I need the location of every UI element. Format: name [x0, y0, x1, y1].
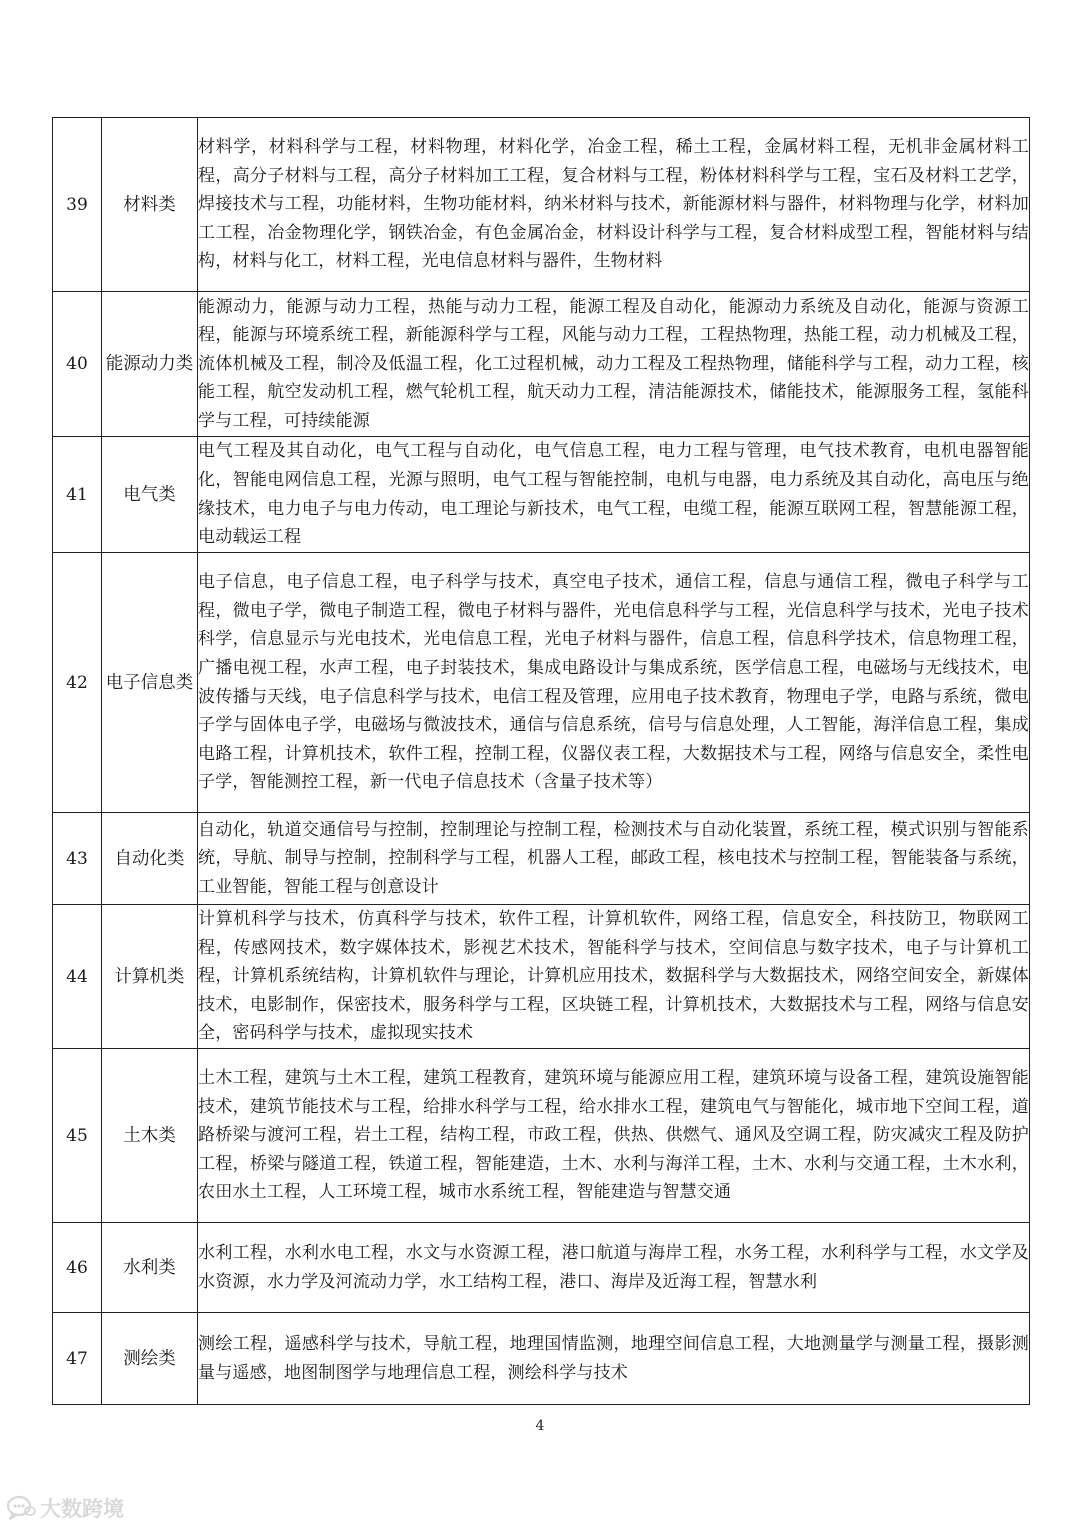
row-number: 44: [53, 905, 102, 1049]
row-number: 45: [53, 1049, 102, 1223]
row-number: 47: [53, 1313, 102, 1405]
majors-table: [52, 117, 1030, 1405]
table-row: [53, 1049, 1030, 1223]
category-name: 测绘类: [102, 1313, 198, 1405]
major-list: 能源动力，能源与动力工程，热能与动力工程，能源工程及自动化，能源动力系统及自动化，能源与资源工程，能源与环境系统工程，新能源科学与工程，风能与动力工程，工程热物理，热能工程，动力机械及工程，流体机械及工程，制冷及低温工程，化工过程机械，动力工程及工程热物理，储能科学与工程，动力工程，核能工程，航空发动机工程，燃气轮机工程，航天动力工程，清洁能源技术，储能技术，能源服务工程，氢能科学与工程，可持续能源: [198, 292, 1030, 437]
category-name: 电子信息类: [102, 553, 198, 813]
major-list: 材料学，材料科学与工程，材料物理，材料化学，冶金工程，稀土工程，金属材料工程，无机非金属材料工程，高分子材料与工程，高分子材料加工工程，复合材料与工程，粉体材料科学与工程，宝石及材料工艺学，焊接技术与工程，功能材料，生物功能材料，纳米材料与技术，新能源材料与器件，材料物理与化学，材料加工工程，冶金物理化学，钢铁冶金，有色金属冶金，材料设计科学与工程，复合材料成型工程，智能材料与结构，材料与化工，材料工程，光电信息材料与器件，生物材料: [198, 118, 1030, 292]
table-row: [53, 905, 1030, 1049]
major-list: 土木工程，建筑与土木工程，建筑工程教育，建筑环境与能源应用工程，建筑环境与设备工程，建筑设施智能技术，建筑节能技术与工程，给排水科学与工程，给水排水工程，建筑电气与智能化，城市地下空间工程，道路桥梁与渡河工程，岩土工程，结构工程，市政工程，供热、供燃气、通风及空调工程，防灾减灾工程及防护工程，桥梁与隧道工程，铁道工程，智能建造，土木、水利与海洋工程，土木、水利与交通工程，土木水利，农田水土工程，人工环境工程，城市水系统工程，智能建造与智慧交通: [198, 1049, 1030, 1223]
row-number: 43: [53, 813, 102, 905]
table-row: [53, 118, 1030, 292]
page-number: 4: [535, 1418, 545, 1434]
major-list: 电子信息，电子信息工程，电子科学与技术，真空电子技术，通信工程，信息与通信工程，微电子科学与工程，微电子学，微电子制造工程，微电子材料与器件，光电信息科学与工程，光信息科学与技术，光电子技术科学，信息显示与光电技术，光电信息工程，光电子材料与器件，信息工程，信息科学技术，信息物理工程，广播电视工程，水声工程，电子封装技术，集成电路设计与集成系统，医学信息工程，电磁场与无线技术，电波传播与天线，电子信息科学与技术，电信工程及管理，应用电子技术教育，物理电子学，电路与系统，微电子学与固体电子学，电磁场与微波技术，通信与信息系统，信号与信息处理，人工智能，海洋信息工程，集成电路工程，计算机技术，软件工程，控制工程，仪器仪表工程，大数据技术与工程，网络与信息安全，柔性电子学，智能测控工程，新一代电子信息技术（含量子技术等）: [198, 553, 1030, 813]
category-name: 电气类: [102, 437, 198, 553]
category-name: 水利类: [102, 1223, 198, 1313]
row-number: 46: [53, 1223, 102, 1313]
major-list: 自动化，轨道交通信号与控制，控制理论与控制工程，检测技术与自动化装置，系统工程，模式识别与智能系统，导航、制导与控制，控制科学与工程，机器人工程，邮政工程，核电技术与控制工程，智能装备与系统，工业智能，智能工程与创意设计: [198, 813, 1030, 905]
major-list: 测绘工程，遥感科学与技术，导航工程，地理国情监测，地理空间信息工程，大地测量学与测量工程，摄影测量与遥感，地图制图学与地理信息工程，测绘科学与技术: [198, 1313, 1030, 1405]
table-row: [53, 437, 1030, 553]
table-row: [53, 292, 1030, 437]
row-number: 42: [53, 553, 102, 813]
category-name: 能源动力类: [102, 292, 198, 437]
category-name: 计算机类: [102, 905, 198, 1049]
watermark-text: 大数跨境: [40, 1497, 124, 1521]
major-list: 计算机科学与技术，仿真科学与技术，软件工程，计算机软件，网络工程，信息安全，科技防卫，物联网工程，传感网技术，数字媒体技术，影视艺术技术，智能科学与技术，空间信息与数字技术，电子与计算机工程，计算机系统结构，计算机软件与理论，计算机应用技术，数据科学与大数据技术，网络空间安全，新媒体技术，电影制作，保密技术，服务科学与工程，区块链工程，计算机技术，大数据技术与工程，网络与信息安全，密码科学与技术，虚拟现实技术: [198, 905, 1030, 1049]
table-row: [53, 1223, 1030, 1313]
row-number: 39: [53, 118, 102, 292]
chat-bubble-icon: [6, 1495, 36, 1521]
category-name: 材料类: [102, 118, 198, 292]
row-number: 40: [53, 292, 102, 437]
row-number: 41: [53, 437, 102, 553]
category-name: 土木类: [102, 1049, 198, 1223]
table-row: [53, 1313, 1030, 1405]
major-list: 电气工程及其自动化，电气工程与自动化，电气信息工程，电力工程与管理，电气技术教育，电机电器智能化，智能电网信息工程，光源与照明，电气工程与智能控制，电机与电器，电力系统及其自动化，高电压与绝缘技术，电力电子与电力传动，电工理论与新技术，电气工程，电缆工程，能源互联网工程，智慧能源工程，电动载运工程: [198, 437, 1030, 553]
category-name: 自动化类: [102, 813, 198, 905]
watermark: [6, 1493, 124, 1523]
table-row: [53, 553, 1030, 813]
table-row: [53, 813, 1030, 905]
major-list: 水利工程，水利水电工程，水文与水资源工程，港口航道与海岸工程，水务工程，水利科学与工程，水文学及水资源，水力学及河流动力学，水工结构工程，港口、海岸及近海工程，智慧水利: [198, 1223, 1030, 1313]
